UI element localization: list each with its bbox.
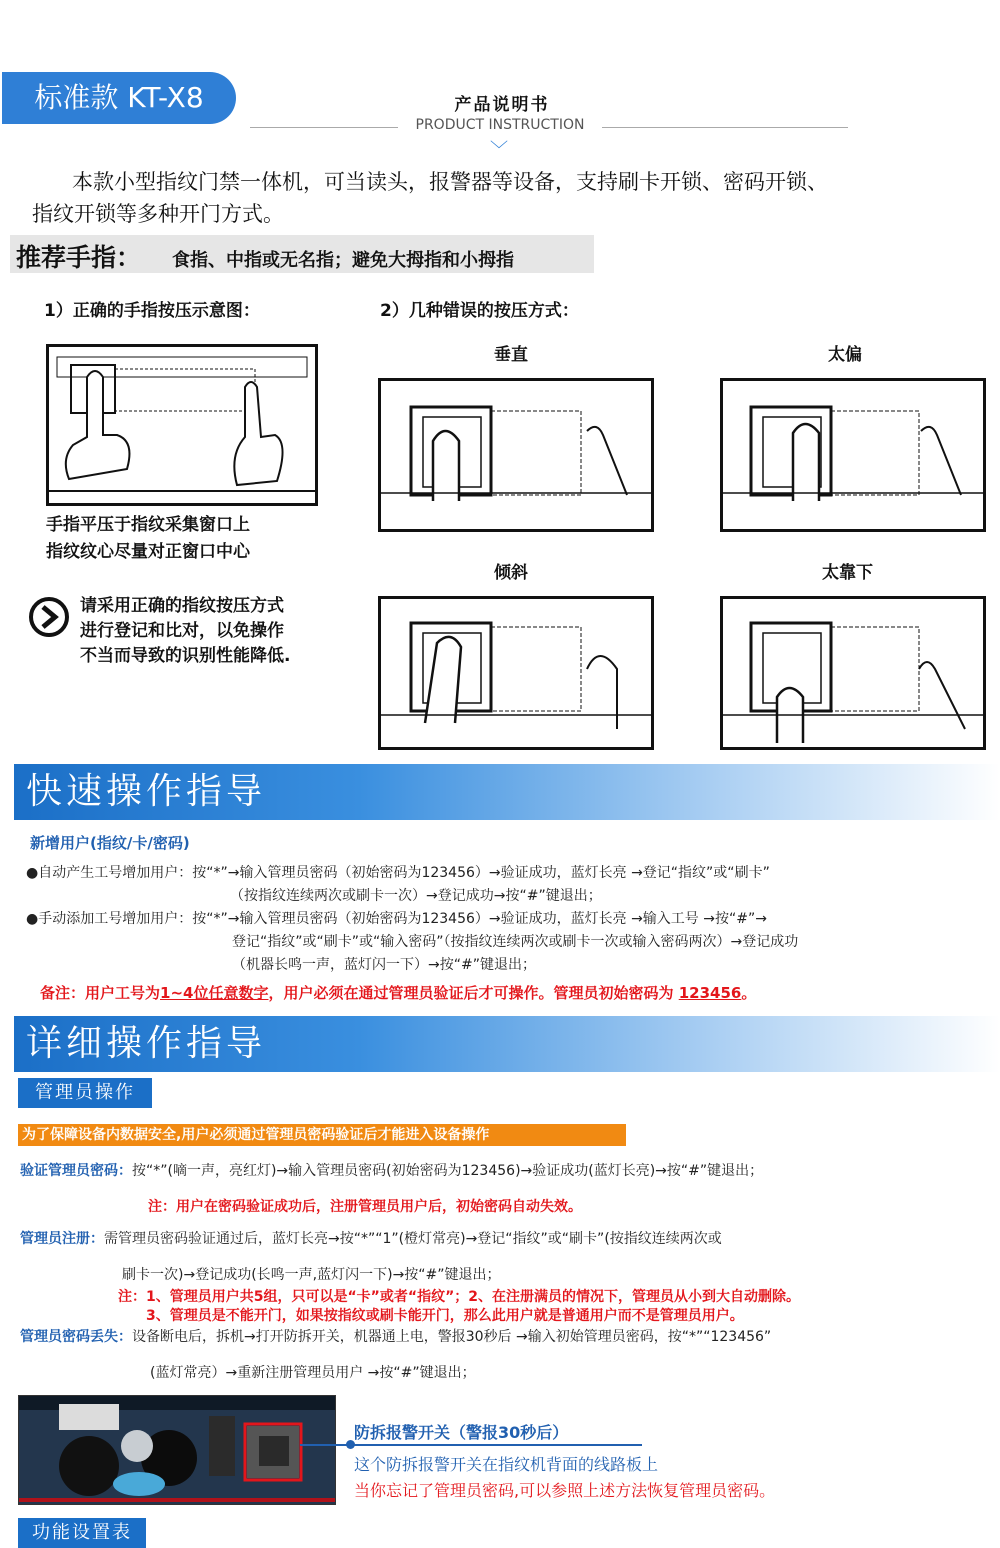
verify-admin-note: 注：用户在密码验证成功后，注册管理员用户后，初始密码自动失效。 — [148, 1199, 582, 1215]
manual-add-line-1: ●手动添加工号增加用户：按“*”→输入管理员密码（初始密码为123456）→验证成功，蓝灯长亮 →输入工号 →按“#”→ — [26, 911, 767, 927]
quick-guide-banner — [14, 764, 1000, 820]
recommend-label: 推荐手指： — [16, 243, 142, 272]
wrong-panel-too-low — [720, 596, 986, 750]
callout-line — [300, 1444, 350, 1446]
tamper-underline — [354, 1444, 642, 1446]
manual-add-line-3: （机器长鸣一声，蓝灯闪一下）→按“#”键退出； — [232, 957, 536, 973]
wrong-panel-tilted — [378, 596, 654, 750]
wrong-panel-offset — [720, 378, 986, 532]
wrong-panel-vertical — [378, 378, 654, 532]
correct-note — [80, 594, 290, 669]
remark-middle: ，用户必须在通过管理员验证后才可操作。管理员初始密码为 — [268, 984, 679, 1002]
chevron-down-icon: ﹀ — [490, 140, 508, 161]
wrong-heading: 2）几种错误的按压方式： — [380, 301, 579, 321]
remark-end: 。 — [741, 984, 757, 1002]
admin-register-row — [20, 1228, 995, 1251]
quick-guide-title: 快速操作指导 — [26, 771, 267, 812]
admin-section-tag: 管理员操作 — [18, 1078, 152, 1108]
tamper-switch-title: 防拆报警开关（警报30秒后） — [354, 1423, 569, 1442]
admin-register-label: 管理员注册： — [20, 1231, 104, 1247]
remark-prefix: 备注：用户工号为 — [40, 984, 161, 1002]
lost-password-label: 管理员密码丢失： — [20, 1329, 132, 1345]
detail-guide-banner — [14, 1016, 1000, 1072]
correct-note-line-2: 进行登记和比对，以免操作 — [80, 621, 284, 641]
auto-add-line-2: （按指纹连续两次或刷卡一次）→登记成功→按“#”键退出； — [230, 888, 602, 904]
remark-range: 1~4位任意数字 — [160, 984, 269, 1002]
divider-left — [250, 127, 398, 128]
correct-caption-line-1: 手指平压于指纹采集窗口上 — [46, 515, 250, 535]
lost-password-row — [20, 1326, 995, 1349]
verify-admin-text: 按“*”(嘀一声，亮红灯)→输入管理员密码(初始密码为123456)→验证成功(蓝灯长亮)→按“#”键退出； — [132, 1163, 764, 1179]
security-warning: 为了保障设备内数据安全,用户必须通过管理员密码验证后才能进入设备操作 — [18, 1124, 626, 1146]
detail-guide-title: 详细操作指导 — [26, 1023, 267, 1064]
lost-password-text-2: (蓝灯常亮）→重新注册管理员用户 →按“#”键退出； — [150, 1365, 476, 1381]
model-badge: 标准款 KT-X8 — [2, 72, 236, 124]
tamper-line-1: 这个防拆报警开关在指纹机背面的线路板上 — [354, 1455, 659, 1474]
manual-add-line-2: 登记“指纹”或“刷卡”或“输入密码”（按指纹连续两次或刷卡一次或输入密码两次）→登记成功 — [232, 934, 799, 950]
admin-register-text-2: 刷卡一次)→登记成功(长鸣一声,蓝灯闪一下)→按“#”键退出； — [122, 1267, 501, 1283]
wrong-label-tilted: 倾斜 — [494, 563, 528, 583]
circuit-board-photo — [18, 1395, 336, 1505]
manual-subtitle: PRODUCT INSTRUCTION — [415, 117, 585, 133]
wrong-label-too-low: 太靠下 — [822, 563, 873, 583]
lost-password-text-1: 设备断电后，拆机→打开防拆开关，机器通上电，警报30秒后 →输入初始管理员密码，按“*”“123456” — [132, 1329, 772, 1345]
admin-register-text-1: 需管理员密码验证通过后，蓝灯长亮→按“*”“1”(橙灯常亮)→登记“指纹”或“刷卡”(按指纹连续两次或 — [104, 1231, 722, 1247]
arrow-right-circle-icon — [28, 596, 70, 638]
wrong-label-offset: 太偏 — [828, 345, 862, 365]
admin-register-notes — [118, 1288, 800, 1326]
tamper-description — [354, 1452, 775, 1504]
correct-caption-line-2: 指纹纹心尽量对正窗口中心 — [46, 542, 250, 562]
admin-register-note-2: 3、管理员是不能开门，如果按指纹或刷卡能开门，那么此用户就是普通用户而不是管理员用户。 — [146, 1308, 744, 1324]
intro-paragraph — [32, 166, 982, 230]
tamper-line-2: 当你忘记了管理员密码,可以参照上述方法恢复管理员密码。 — [354, 1481, 776, 1500]
correct-note-line-3: 不当而导致的识别性能降低. — [80, 646, 291, 666]
quick-remark — [40, 982, 756, 1003]
correct-caption — [46, 512, 250, 566]
too-low-finger-drawing — [723, 599, 983, 747]
intro-line-1: 本款小型指纹门禁一体机，可当读头，报警器等设备，支持刷卡开锁、密码开锁、 — [72, 170, 828, 194]
add-user-heading: 新增用户(指纹/卡/密码) — [30, 834, 190, 852]
verify-admin-label: 验证管理员密码： — [20, 1163, 132, 1179]
offset-finger-drawing — [723, 381, 983, 529]
remark-password: 123456 — [678, 984, 742, 1002]
wrong-label-vertical: 垂直 — [494, 345, 528, 365]
divider-right — [602, 127, 848, 128]
intro-line-2: 指纹开锁等多种开门方式。 — [32, 202, 284, 226]
manual-title: 产品说明书 — [454, 95, 550, 115]
correct-finger-drawing — [49, 347, 315, 503]
quick-steps — [26, 862, 998, 977]
function-settings-tag: 功能设置表 — [18, 1518, 146, 1548]
correct-note-line-1: 请采用正确的指纹按压方式 — [80, 596, 284, 616]
tilted-finger-drawing — [381, 599, 651, 747]
admin-register-note-1: 注：1、管理员用户共5组，只可以是“卡”或者“指纹”；2、在注册满员的情况下，管理员从小到大自动删除。 — [118, 1289, 801, 1305]
auto-add-line-1: ●自动产生工号增加用户：按“*”→输入管理员密码（初始密码为123456）→验证成功，蓝灯长亮 →登记“指纹”或“刷卡” — [26, 865, 770, 881]
recommend-text: 食指、中指或无名指；避免大拇指和小拇指 — [172, 250, 514, 271]
verify-admin-row — [20, 1160, 995, 1183]
correct-heading: 1）正确的手指按压示意图： — [44, 301, 260, 321]
correct-press-illustration — [46, 344, 318, 506]
vertical-finger-drawing — [381, 381, 651, 529]
